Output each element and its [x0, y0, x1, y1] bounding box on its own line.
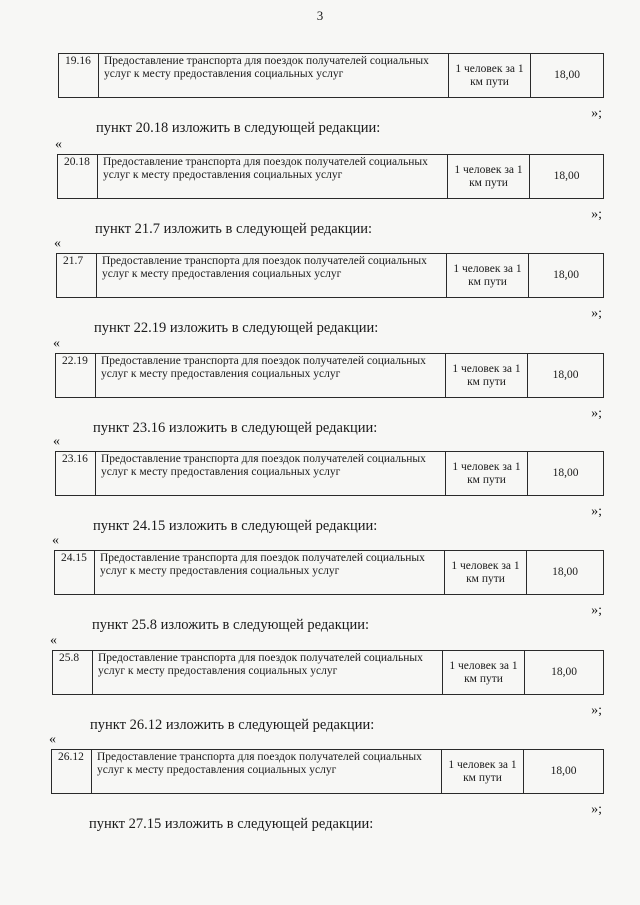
amendment-instruction: пункт 24.15 изложить в следующей редакции: — [93, 518, 378, 534]
service-number-cell: 26.12 — [52, 750, 92, 794]
service-number-cell: 24.15 — [55, 551, 95, 595]
service-price-cell: 18,00 — [527, 551, 604, 595]
service-number-cell: 19.16 — [59, 54, 99, 98]
open-quote: « — [53, 336, 60, 351]
service-description-cell: Предоставление транспорта для поездок получателей социальных услуг к месту предоставления социальных услуг — [96, 452, 446, 496]
amendment-instruction: пункт 26.12 изложить в следующей редакции: — [90, 717, 375, 733]
close-quote: »; — [591, 603, 602, 618]
service-description-cell: Предоставление транспорта для поездок получателей социальных услуг к месту предоставления социальных услуг — [97, 254, 447, 298]
tariff-table — [52, 650, 604, 695]
table-row — [59, 54, 604, 98]
tariff-table — [56, 253, 604, 298]
tariff-table — [54, 550, 604, 595]
table-row — [53, 651, 604, 695]
service-price-cell: 18,00 — [529, 254, 604, 298]
service-price-cell: 18,00 — [528, 452, 604, 496]
open-quote: « — [50, 633, 57, 648]
table-row — [58, 155, 604, 199]
service-description-cell: Предоставление транспорта для поездок получателей социальных услуг к месту предоставления социальных услуг — [99, 54, 449, 98]
amendment-instruction: пункт 20.18 изложить в следующей редакции: — [96, 120, 381, 136]
service-price-cell: 18,00 — [524, 750, 604, 794]
service-number-cell: 22.19 — [56, 354, 96, 398]
amendment-instruction: пункт 22.19 изложить в следующей редакции: — [94, 320, 379, 336]
service-price-cell: 18,00 — [531, 54, 604, 98]
amendment-instruction: пункт 23.16 изложить в следующей редакции: — [93, 420, 378, 436]
amendment-instruction: пункт 21.7 изложить в следующей редакции: — [95, 221, 373, 237]
close-quote: »; — [591, 504, 602, 519]
service-description-cell: Предоставление транспорта для поездок получателей социальных услуг к месту предоставления социальных услуг — [98, 155, 448, 199]
table-row — [55, 551, 604, 595]
open-quote: « — [54, 236, 61, 251]
close-quote: »; — [591, 406, 602, 421]
service-number-cell: 20.18 — [58, 155, 98, 199]
tariff-table — [55, 353, 604, 398]
tariff-table — [57, 154, 604, 199]
table-row — [56, 452, 604, 496]
close-quote: »; — [591, 802, 602, 817]
service-description-cell: Предоставление транспорта для поездок получателей социальных услуг к месту предоставления социальных услуг — [93, 651, 443, 695]
service-description-cell: Предоставление транспорта для поездок получателей социальных услуг к месту предоставления социальных услуг — [96, 354, 446, 398]
service-number-cell: 23.16 — [56, 452, 96, 496]
service-number-cell: 25.8 — [53, 651, 93, 695]
service-unit-cell: 1 человек за 1 км пути — [445, 551, 527, 595]
tariff-table — [58, 53, 604, 98]
service-price-cell: 18,00 — [528, 354, 604, 398]
service-unit-cell: 1 человек за 1 км пути — [442, 750, 524, 794]
close-quote: »; — [591, 703, 602, 718]
service-price-cell: 18,00 — [525, 651, 604, 695]
service-unit-cell: 1 человек за 1 км пути — [447, 254, 529, 298]
table-row — [57, 254, 604, 298]
service-unit-cell: 1 человек за 1 км пути — [443, 651, 525, 695]
amendment-instruction: пункт 27.15 изложить в следующей редакции: — [89, 816, 374, 832]
close-quote: »; — [591, 106, 602, 121]
close-quote: »; — [591, 207, 602, 222]
tariff-table — [55, 451, 604, 496]
close-quote: »; — [591, 306, 602, 321]
amendment-instruction: пункт 25.8 изложить в следующей редакции: — [92, 617, 370, 633]
table-row — [52, 750, 604, 794]
service-unit-cell: 1 человек за 1 км пути — [446, 354, 528, 398]
service-number-cell: 21.7 — [57, 254, 97, 298]
service-unit-cell: 1 человек за 1 км пути — [448, 155, 530, 199]
tariff-table — [51, 749, 604, 794]
table-row — [56, 354, 604, 398]
open-quote: « — [53, 434, 60, 449]
service-description-cell: Предоставление транспорта для поездок получателей социальных услуг к месту предоставления социальных услуг — [92, 750, 442, 794]
service-unit-cell: 1 человек за 1 км пути — [446, 452, 528, 496]
page-number: 3 — [316, 8, 324, 23]
open-quote: « — [55, 137, 62, 152]
open-quote: « — [52, 533, 59, 548]
service-description-cell: Предоставление транспорта для поездок получателей социальных услуг к месту предоставления социальных услуг — [95, 551, 445, 595]
open-quote: « — [49, 732, 56, 747]
service-unit-cell: 1 человек за 1 км пути — [449, 54, 531, 98]
service-price-cell: 18,00 — [530, 155, 604, 199]
